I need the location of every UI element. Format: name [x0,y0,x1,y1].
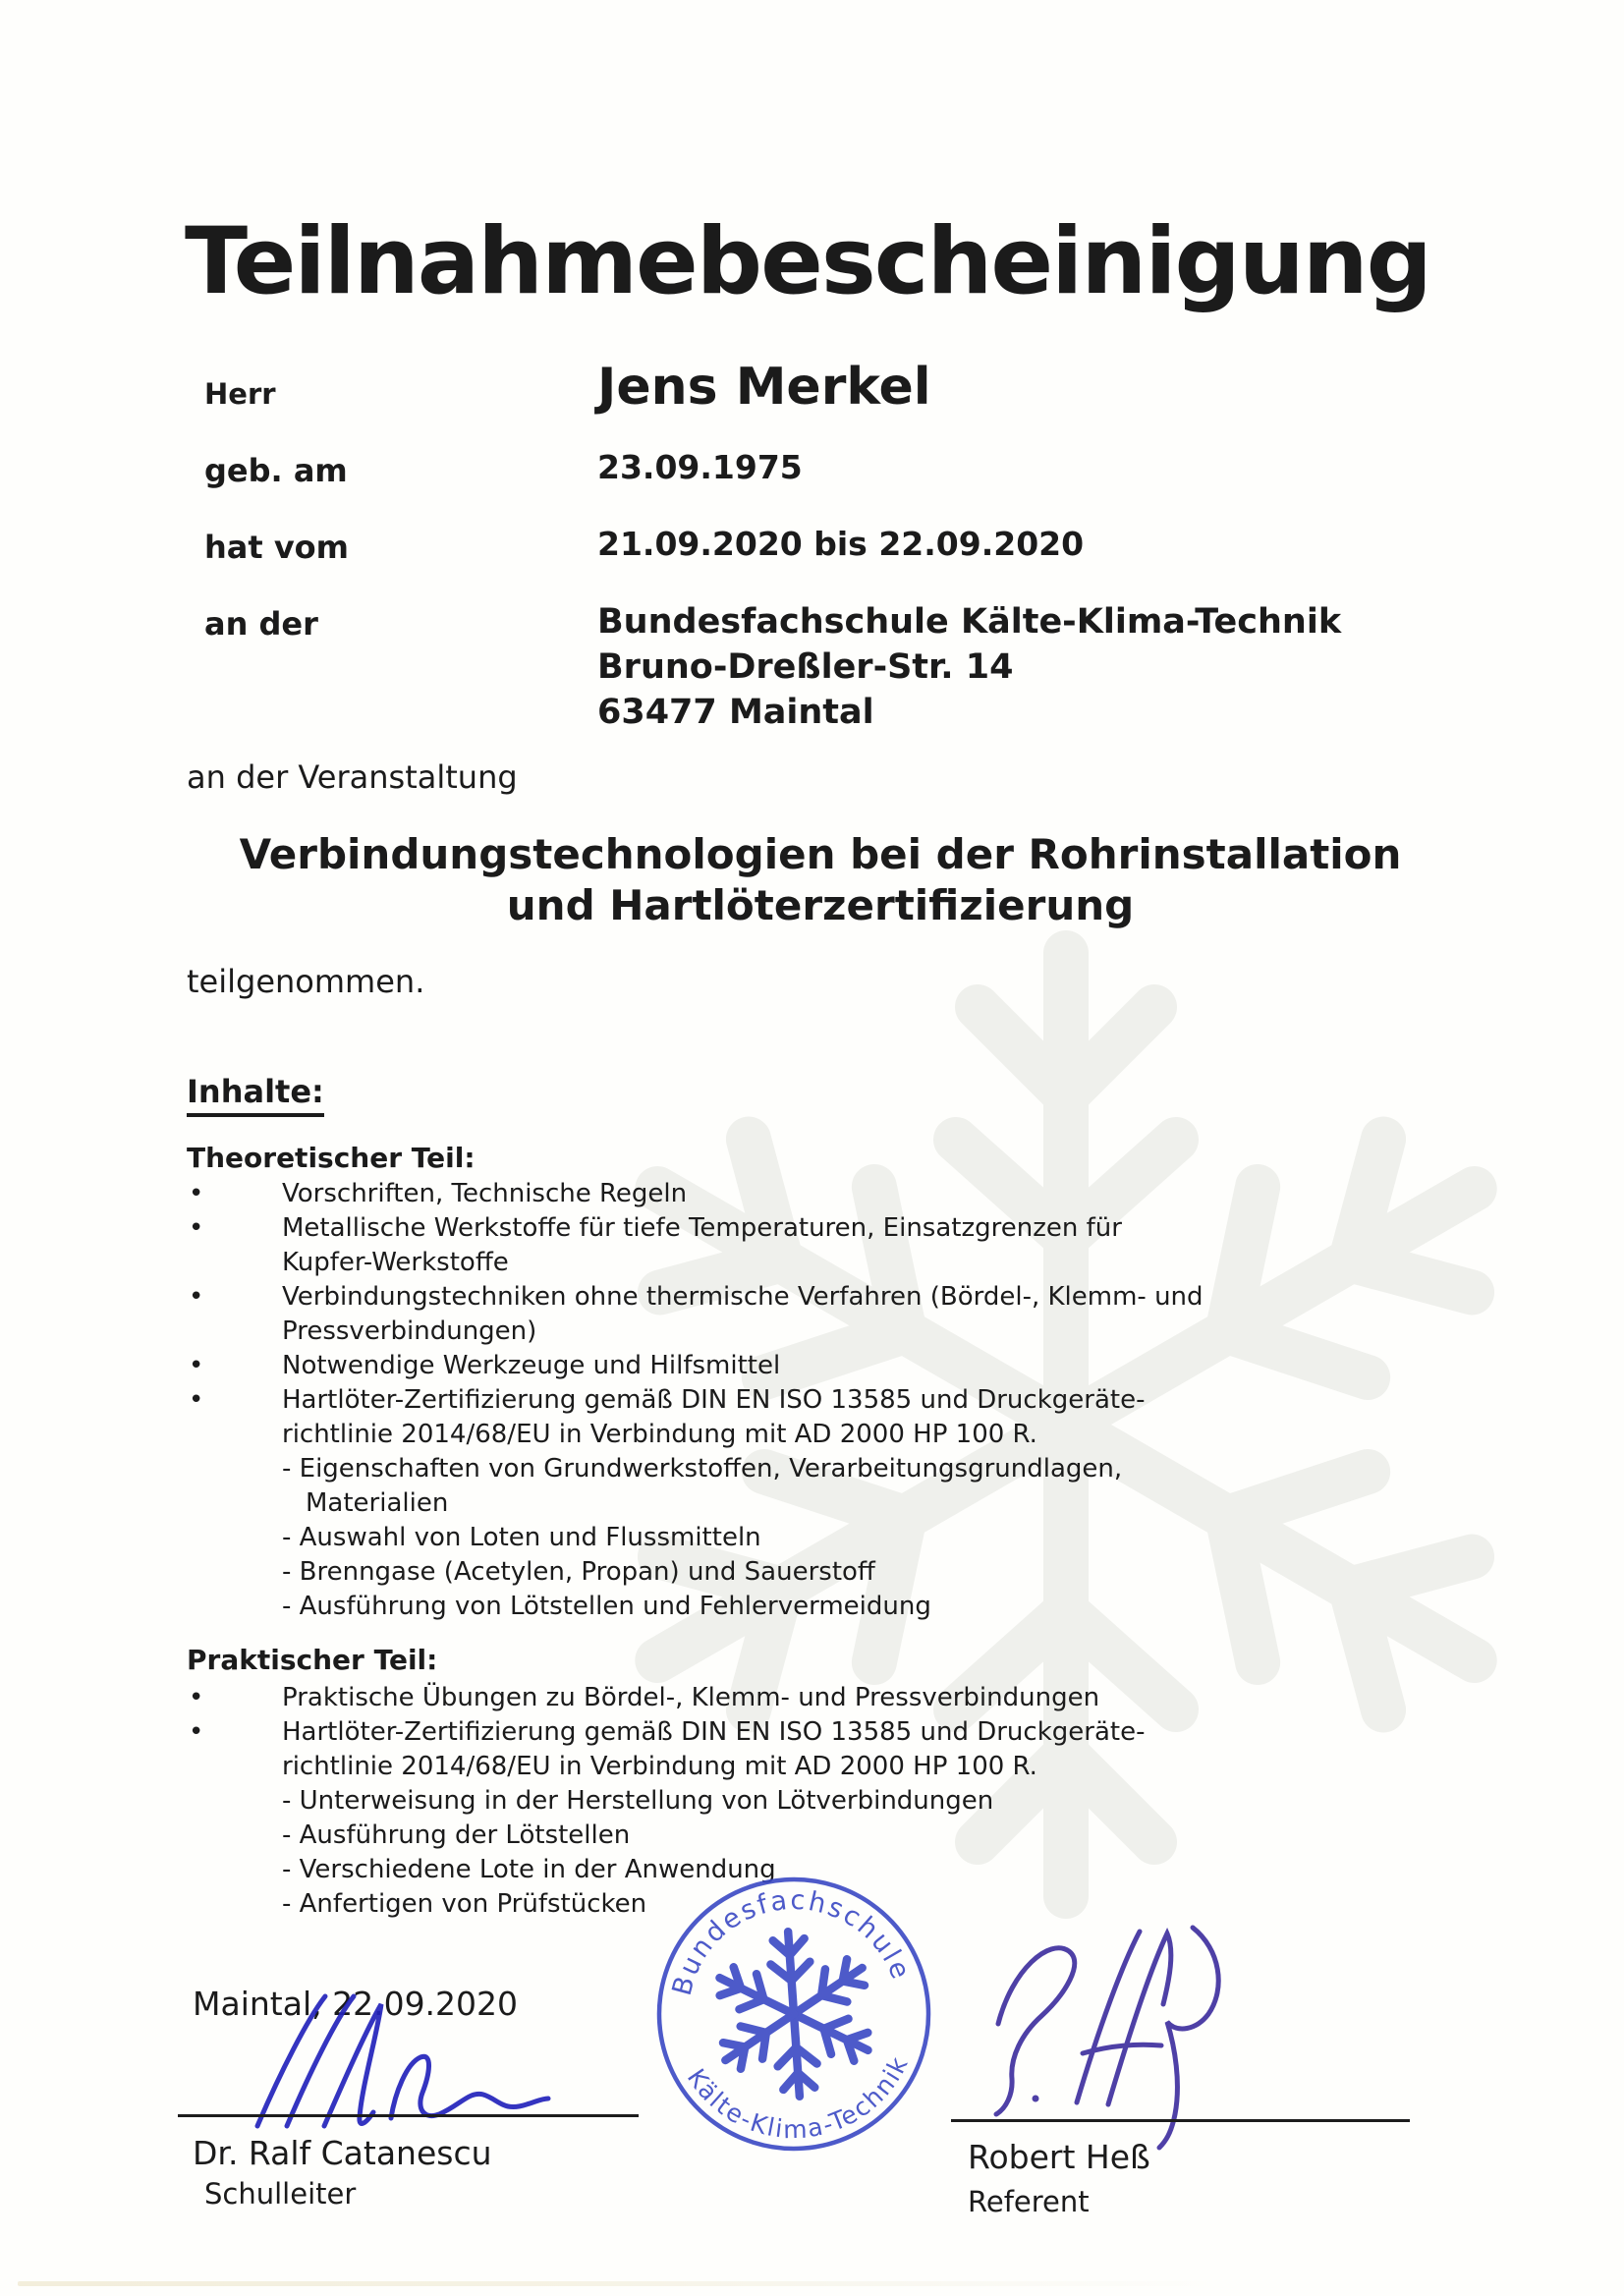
list-item-text: Pressverbindungen) [282,1316,537,1346]
stamp-bottom-text: Kälte-Klima-Technik [681,2050,915,2145]
salutation-label: Herr [204,377,276,411]
signer-name-right: Robert Heß [968,2138,1150,2176]
list-item-text: Kupfer-Werkstoffe [282,1248,509,1277]
contents-heading: Inhalte: [187,1073,324,1117]
list-item-text: richtlinie 2014/68/EU in Verbindung mit AD 2000 HP 100 R. [282,1420,1037,1449]
theory-heading: Theoretischer Teil: [187,1142,476,1174]
birthdate-label: geb. am [204,452,348,489]
list-subitem [187,1853,1464,1887]
list-item [187,1349,1464,1383]
list-item-text: Notwendige Werkzeuge und Hilfsmittel [282,1351,781,1380]
certificate-title: Teilnahmebescheinigung [185,208,1430,315]
list-item-text: richtlinie 2014/68/EU in Verbindung mit AD 2000 HP 100 R. [282,1752,1037,1781]
place-date: Maintal, 22.09.2020 [193,1985,519,2023]
venue-line-city: 63477 Maintal [597,693,874,732]
venue-label: an der [204,605,318,643]
list-item-text: - Ausführung der Lötstellen [282,1820,631,1850]
list-item-text: Hartlöter-Zertifizierung gemäß DIN EN ISO 13585 und Druckgeräte- [282,1717,1146,1747]
period-value: 21.09.2020 bis 22.09.2020 [597,525,1085,563]
practice-list [187,1681,1464,1922]
list-item-text: - Unterweisung in der Herstellung von Lötverbindungen [282,1786,994,1816]
list-item-text: Praktische Übungen zu Bördel-, Klemm- und Pressverbindungen [282,1683,1100,1712]
list-item-text: - Ausführung von Lötstellen und Fehlervermeidung [282,1592,931,1621]
list-item [187,1681,1464,1715]
practice-heading: Praktischer Teil: [187,1644,438,1676]
venue-line-street: Bruno-Dreßler-Str. 14 [597,647,1014,687]
list-item [187,1280,1464,1315]
birthdate-value: 23.09.1975 [597,448,803,486]
period-label: hat vom [204,529,349,566]
bullet-icon: • [189,1179,204,1208]
list-subitem [187,1784,1464,1819]
list-item-text: - Brenngase (Acetylen, Propan) und Sauerstoff [282,1557,875,1587]
list-subitem [187,1887,1464,1922]
event-title-line-2: und Hartlöterzertifizierung [506,881,1135,929]
event-title [187,829,1454,931]
list-subitem-continuation [187,1486,1464,1521]
list-item [187,1177,1464,1211]
list-item-continuation [187,1315,1464,1349]
list-item-text: - Eigenschaften von Grundwerkstoffen, Verarbeitungsgrundlagen, [282,1454,1123,1484]
bullet-icon: • [189,1717,204,1747]
list-item-text: - Verschiedene Lote in der Anwendung [282,1855,776,1884]
svg-text:Kälte-Klima-Technik [681,2049,920,2153]
list-subitem [187,1521,1464,1555]
list-item-continuation [187,1246,1464,1280]
list-item-continuation [187,1418,1464,1452]
bullet-icon: • [189,1282,204,1312]
list-subitem [187,1555,1464,1590]
list-subitem [187,1590,1464,1624]
venue-address [597,599,1341,735]
list-item-text: Hartlöter-Zertifizierung gemäß DIN EN ISO 13585 und Druckgeräte- [282,1385,1146,1415]
list-item [187,1715,1464,1750]
list-subitem [187,1452,1464,1486]
bullet-icon: • [189,1351,204,1380]
participation-text: teilgenommen. [187,963,425,1000]
bullet-icon: • [189,1385,204,1415]
signer-name-left: Dr. Ralf Catanescu [193,2134,492,2172]
event-title-line-1: Verbindungstechnologien bei der Rohrinstallation [239,830,1402,878]
list-item-text: Verbindungstechniken ohne thermische Verfahren (Bördel-, Klemm- und [282,1282,1204,1312]
event-intro: an der Veranstaltung [187,758,518,796]
snowflake-icon [707,1926,881,2101]
list-item [187,1211,1464,1246]
list-item-continuation [187,1750,1464,1784]
list-item-text: Metallische Werkstoffe für tiefe Temperaturen, Einsatzgrenzen für [282,1213,1122,1243]
signature-line-right [951,2119,1410,2122]
bullet-icon: • [189,1213,204,1243]
participant-name: Jens Merkel [597,358,931,417]
list-item-text: - Anfertigen von Prüfstücken [282,1889,647,1919]
list-item [187,1383,1464,1418]
venue-line-school: Bundesfachschule Kälte-Klima-Technik [597,602,1342,642]
signer-role-right: Referent [968,2185,1090,2218]
list-subitem [187,1819,1464,1853]
stamp-top-text: Bundesfachschule [666,1884,917,1999]
list-item-text: Vorschriften, Technische Regeln [282,1179,688,1208]
scan-artifact-bottom [18,2281,1226,2286]
list-item-text: Materialien [306,1488,449,1518]
theory-list [187,1177,1464,1624]
signature-right [973,1916,1248,2161]
signer-role-left: Schulleiter [204,2177,357,2211]
list-item-text: - Auswahl von Loten und Flussmitteln [282,1523,761,1552]
bullet-icon: • [189,1683,204,1712]
signature-line-left [178,2114,639,2117]
